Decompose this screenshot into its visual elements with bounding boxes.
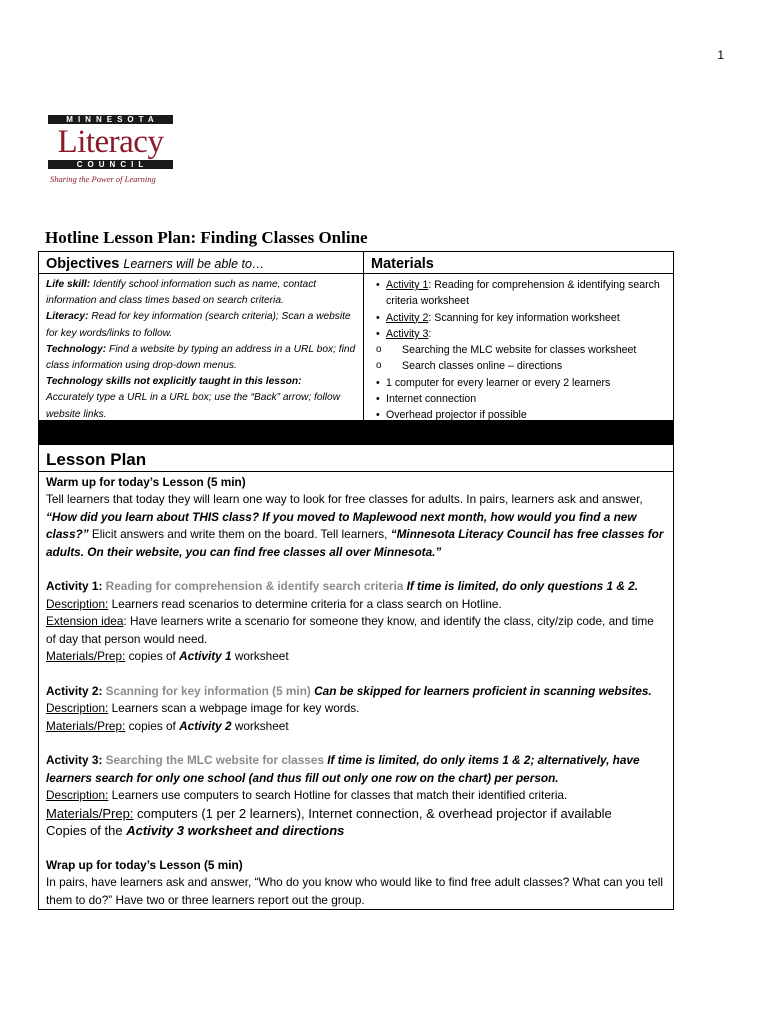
objectives-body bbox=[39, 274, 363, 423]
activity2-link[interactable]: Activity 2 bbox=[386, 311, 429, 324]
activity-name: Scanning for key information (5 min) bbox=[105, 683, 311, 698]
not-taught-label: Technology skills not explicitly taught in this lesson: bbox=[46, 376, 302, 388]
extension-text: : Have learners write a scenario for someone they know, and identify the class, city/zip code, and time of day that person would need. bbox=[46, 614, 654, 646]
lesson-plan-section bbox=[38, 444, 674, 910]
section-divider-band bbox=[38, 421, 674, 444]
materials-prep-label: Materials/Prep: bbox=[46, 718, 126, 733]
objectives-subheading: Learners will be able to… bbox=[123, 257, 265, 271]
copies-bold: Activity 3 worksheet and directions bbox=[126, 823, 345, 839]
list-item bbox=[376, 310, 673, 326]
activity3-heading bbox=[46, 752, 666, 787]
technology-label: Technology: bbox=[46, 343, 107, 355]
technology-text: Find a website by typing an address in a URL box; find class information using drop-down menus. bbox=[46, 343, 356, 372]
description-text: Learners use computers to search Hotline for classes that match their identified criteria. bbox=[108, 788, 568, 803]
life-skill-text: Identify school information such as name, contact information and class times based on search criteria. bbox=[46, 279, 317, 307]
materials-prep-text: worksheet bbox=[231, 718, 289, 733]
description-text: Learners read scenarios to determine criteria for a class search on Hotline. bbox=[108, 596, 502, 611]
materials-heading: Materials bbox=[364, 252, 673, 274]
materials-column bbox=[364, 252, 673, 420]
lesson-plan-body bbox=[39, 472, 673, 909]
warmup-title: Warm up for today’s Lesson (5 min) bbox=[46, 475, 246, 489]
extension-label: Extension idea bbox=[46, 614, 124, 629]
activity-note: If time is limited, do only questions 1 & 2. bbox=[406, 579, 638, 594]
materials-prep-label: Materials/Prep: bbox=[46, 649, 126, 664]
warmup-quote: “How did you learn about THIS class? If you moved to Maplewood next month, how would you find a new class?” bbox=[46, 509, 637, 542]
description-label: Description: bbox=[46, 788, 109, 803]
objectives-title: Objectives bbox=[46, 256, 120, 272]
materials-prep-bold: Activity 2 bbox=[179, 718, 232, 733]
list-item: • 1 computer for every learner or every 2 learners bbox=[376, 375, 673, 391]
objectives-materials-table bbox=[38, 251, 674, 421]
activity3-link[interactable]: Activity 3 bbox=[386, 327, 429, 340]
lesson-plan-heading: Lesson Plan bbox=[39, 445, 673, 472]
logo-top-bar: MINNESOTA bbox=[48, 115, 173, 124]
activity2-text: : Scanning for key information worksheet bbox=[428, 311, 620, 324]
materials-prep-bold: Activity 1 bbox=[179, 649, 232, 664]
materials-list bbox=[364, 274, 673, 424]
activity3-text: : bbox=[428, 327, 432, 340]
description-label: Description: bbox=[46, 701, 109, 716]
list-subitem: o Search classes online – directions bbox=[376, 358, 673, 374]
activity1-text: : Reading for comprehension & identifying search criteria worksheet bbox=[386, 279, 660, 308]
page-number: 1 bbox=[717, 48, 724, 62]
objectives-column bbox=[39, 252, 364, 420]
activity-label: Activity 3: bbox=[46, 753, 103, 768]
logo-bottom-bar: COUNCIL bbox=[48, 160, 173, 169]
copies-text: Copies of the bbox=[46, 823, 127, 839]
activity-note: If time is limited, do only items 1 & 2; alternatively, have learners search for only one school (and thus fill out only one row on the chart) per person. bbox=[46, 753, 640, 785]
activity1-link[interactable]: Activity 1 bbox=[386, 279, 429, 291]
list-item: • Internet connection bbox=[376, 391, 673, 407]
list-item bbox=[376, 277, 673, 310]
logo-word: Literacy bbox=[57, 124, 164, 160]
description-label: Description: bbox=[46, 596, 109, 611]
activity2-heading bbox=[46, 683, 666, 700]
materials-prep-label: Materials/Prep: bbox=[46, 805, 134, 821]
list-item: • Overhead projector if possible bbox=[376, 407, 673, 423]
not-taught-text: Accurately type a URL in a URL box; use the “Back” arrow; follow website links. bbox=[46, 392, 341, 420]
document-title: Hotline Lesson Plan: Finding Classes Online bbox=[45, 228, 368, 247]
wrapup-title: Wrap up for today’s Lesson (5 min) bbox=[46, 857, 243, 872]
literacy-label: Literacy: bbox=[46, 311, 89, 323]
objectives-heading bbox=[39, 252, 363, 274]
warmup-text: Tell learners that today they will learn one way to look for free classes for adults. In pairs, learners ask and answer, bbox=[46, 492, 643, 507]
warmup-text: Elicit answers and write them on the board. Tell learners, bbox=[88, 527, 391, 542]
description-text: Learners scan a webpage image for key words. bbox=[108, 701, 360, 716]
warmup-quote: “Minnesota Literacy Council has free classes for adults. On their website, you can find free classes all over Minnesota.” bbox=[46, 527, 664, 559]
activity-name: Reading for comprehension & identify search criteria bbox=[105, 579, 404, 594]
activity1-heading bbox=[46, 578, 666, 595]
activity-label: Activity 1: bbox=[46, 579, 103, 594]
materials-prep-text: worksheet bbox=[231, 649, 289, 664]
literacy-text: Read for key information (search criteria); Scan a website for key words/links to follow. bbox=[46, 311, 351, 339]
literacy-council-logo bbox=[48, 115, 173, 197]
warmup-paragraph bbox=[46, 491, 666, 561]
materials-prep-text: computers (1 per 2 learners), Internet connection, & overhead projector if available bbox=[133, 805, 612, 821]
materials-prep-text: copies of bbox=[125, 649, 180, 664]
materials-prep-text: copies of bbox=[125, 718, 180, 733]
list-item bbox=[376, 326, 673, 342]
activity-note: Can be skipped for learners proficient in scanning websites. bbox=[314, 683, 652, 698]
life-skill-label: Life skill: bbox=[46, 279, 91, 290]
logo-tagline: Sharing the Power of Learning bbox=[50, 174, 156, 184]
wrapup-text: In pairs, have learners ask and answer, “Who do you know who would like to find free adult classes? What can you tell them to do?” Have two or three learners report out the group. bbox=[46, 875, 664, 907]
activity-label: Activity 2: bbox=[46, 683, 103, 698]
activity-name: Searching the MLC website for classes bbox=[105, 753, 324, 768]
list-subitem: o Searching the MLC website for classes worksheet bbox=[376, 342, 673, 358]
